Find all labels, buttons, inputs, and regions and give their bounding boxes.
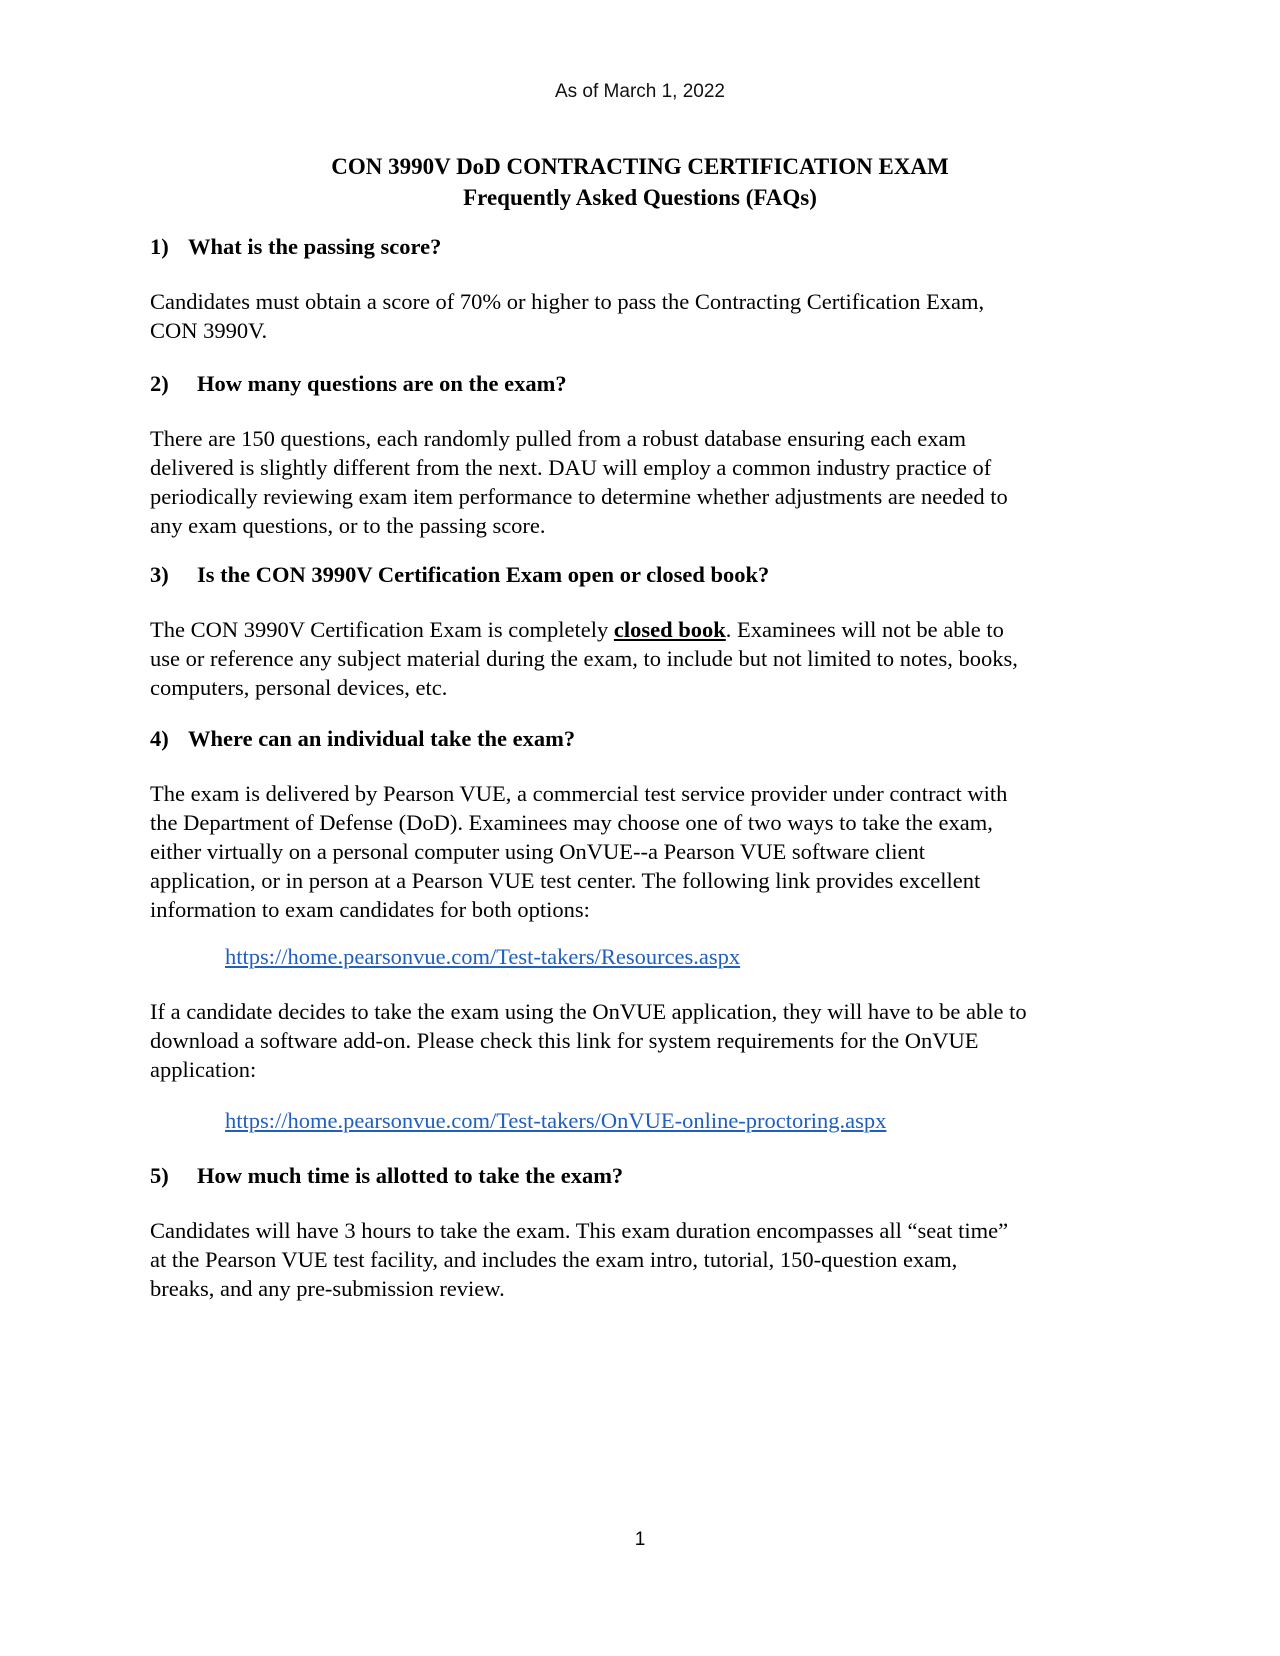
faq-5-answer: [150, 1216, 1140, 1303]
faq-1-number: 1): [150, 234, 169, 259]
faq-3-answer-pre: The CON 3990V Certification Exam is completely: [150, 617, 614, 642]
faq-4-answer-2-line: If a candidate decides to take the exam using the OnVUE application, they will have to be able to: [150, 999, 1027, 1024]
faq-5-question-text: How much time is allotted to take the exam?: [197, 1163, 624, 1188]
faq-3-answer-line: use or reference any subject material during the exam, to include but not limited to notes, books,: [150, 646, 1018, 671]
pearson-resources-link[interactable]: https://home.pearsonvue.com/Test-takers/Resources.aspx: [225, 944, 741, 969]
faq-4: [150, 724, 1140, 753]
closed-book-emphasis: closed book: [613, 617, 726, 642]
title-line-2: Frequently Asked Questions (FAQs): [463, 185, 817, 210]
faq-4-answer-line: either virtually on a personal computer using OnVUE--a Pearson VUE software client: [150, 839, 925, 864]
faq-1-answer-line: CON 3990V.: [150, 318, 268, 343]
faq-4-answer-line: application, or in person at a Pearson VUE test center. The following link provides excellent: [150, 868, 981, 893]
faq-4-link-2-row: [150, 1106, 1140, 1135]
faq-1: [150, 232, 1140, 261]
faq-1-question: [150, 232, 1140, 261]
faq-4-answer: [150, 779, 1140, 924]
faq-2-question: [150, 369, 1140, 398]
faq-3-answer-post: . Examinees will not be able to: [725, 617, 1004, 642]
faq-5-question: [150, 1161, 1140, 1190]
faq-2-question-text: How many questions are on the exam?: [197, 371, 567, 396]
faq-5-answer-line: breaks, and any pre-submission review.: [150, 1276, 505, 1301]
as-of-date: As of March 1, 2022: [554, 81, 726, 102]
faq-2: [150, 369, 1140, 398]
faq-5-answer-line: at the Pearson VUE test facility, and includes the exam intro, tutorial, 150-question exam,: [150, 1247, 958, 1272]
faq-3-answer-line: computers, personal devices, etc.: [150, 675, 448, 700]
faq-2-answer-line: There are 150 questions, each randomly pulled from a robust database ensuring each exam: [150, 426, 966, 451]
faq-4-link-1-row: [150, 942, 1140, 971]
faq-2-number: 2): [150, 371, 169, 396]
faq-4-answer-2-line: download a software add-on. Please check this link for system requirements for the OnVUE: [150, 1028, 979, 1053]
onvue-proctoring-link[interactable]: https://home.pearsonvue.com/Test-takers/OnVUE-online-proctoring.aspx: [225, 1108, 887, 1133]
faq-1-answer: [150, 287, 1140, 345]
faq-4-answer-line: information to exam candidates for both options:: [150, 897, 590, 922]
faq-4-answer-line: The exam is delivered by Pearson VUE, a commercial test service provider under contract with: [150, 781, 1008, 806]
faq-5-answer-line: Candidates will have 3 hours to take the exam. This exam duration encompasses all “seat time”: [150, 1218, 1009, 1243]
faq-4-question-text: Where can an individual take the exam?: [188, 726, 576, 751]
faq-3-answer: [150, 615, 1140, 702]
faq-5: [150, 1161, 1140, 1190]
document-title: [0, 151, 1280, 213]
faq-4-answer-2: [150, 997, 1140, 1084]
faq-2-answer-line: delivered is slightly different from the next. DAU will employ a common industry practice of: [150, 455, 992, 480]
faq-4-question: [150, 724, 1140, 753]
faq-3-question-text: Is the CON 3990V Certification Exam open or closed book?: [197, 562, 770, 587]
page-number: 1: [634, 1529, 646, 1550]
faq-1-question-text: What is the passing score?: [188, 234, 442, 259]
faq-4-number: 4): [150, 726, 169, 751]
title-line-1: CON 3990V DoD CONTRACTING CERTIFICATION EXAM: [331, 154, 949, 179]
faq-3: [150, 560, 1140, 589]
faq-1-answer-line: Candidates must obtain a score of 70% or higher to pass the Contracting Certification Exam,: [150, 289, 985, 314]
faq-3-number: 3): [150, 562, 169, 587]
faq-3-question: [150, 560, 1140, 589]
faq-2-answer-line: any exam questions, or to the passing score.: [150, 513, 546, 538]
faq-2-answer-line: periodically reviewing exam item performance to determine whether adjustments are needed to: [150, 484, 1008, 509]
faq-2-answer: [150, 424, 1140, 540]
faq-4-answer-line: the Department of Defense (DoD). Examinees may choose one of two ways to take the exam,: [150, 810, 993, 835]
faq-4-answer-2-line: application:: [150, 1057, 257, 1082]
faq-5-number: 5): [150, 1163, 169, 1188]
